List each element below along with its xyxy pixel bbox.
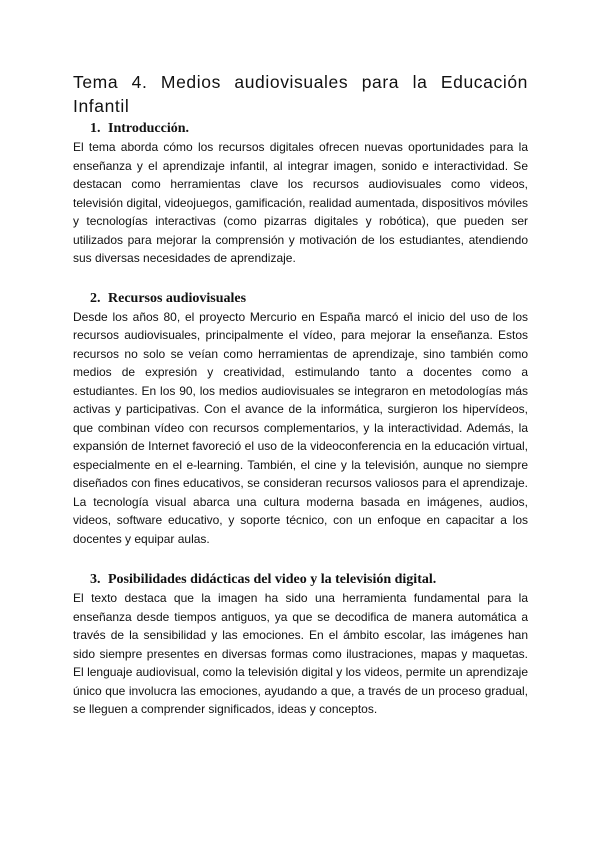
section-number: 1. <box>90 121 101 136</box>
section-number: 2. <box>90 290 101 306</box>
document-body <box>73 70 528 719</box>
section-heading-text: Posibilidades didácticas del video y la televisión digital. <box>108 572 437 587</box>
section-heading-text: Introducción. <box>108 121 190 136</box>
section-paragraph-recursos: Desde los años 80, el proyecto Mercurio en España marcó el inicio del uso de los recursos audiovisuales, principalmente el vídeo, para mejorar la enseñanza. Estos recursos no solo se veían como herramientas de aprendizaje, sino también como medios de expresión y creatividad, estimulando tanto a docentes como a estudiantes. En los 90, los medios audiovisuales se integraron en metodologías más activas y participativas. Con el avance de la informática, surgieron los hipervídeos, que combinan vídeo con recursos complementarios, y la interactividad. Además, la expansión de Internet favoreció el uso de la videoconferencia en la educación virtual, especialmente en el e-learning. También, el cine y la televisión, aunque no siempre diseñados con fines educativos, se consideran recursos valiosos para el aprendizaje. La tecnología visual abarca una cultura moderna basada en imágenes, audios, videos, software educativo, y soporte técnico, con un enfoque en capacitar a los docentes y equipar aulas. <box>73 309 528 546</box>
document-title: Tema 4. Medios audiovisuales para la Educación Infantil <box>73 72 528 116</box>
section-paragraph-posibilidades: El texto destaca que la imagen ha sido una herramienta fundamental para la enseñanza desde tiempos antiguos, ya que se decodifica de manera automática a través de la sensibilidad y las emociones. En el ámbito escolar, las imágenes han sido siempre presentes en diversas formas como ilustraciones, mapas y maquetas. El lenguaje audiovisual, como la televisión digital y los videos, permite un aprendizaje único que involucra las emociones, ayudando a que, a través de un proceso gradual, se lleguen a comprender significados, ideas y conceptos. <box>73 591 528 716</box>
section-heading-posibilidades <box>73 571 528 589</box>
section-heading-text: Recursos audiovisuales <box>108 290 247 306</box>
section-heading-recursos <box>73 290 528 308</box>
section-heading-introduccion <box>73 120 528 138</box>
section-number: 3. <box>90 572 101 587</box>
section-paragraph-introduccion: El tema aborda cómo los recursos digitales ofrecen nuevas oportunidades para la enseñanza y el aprendizaje infantil, al integrar imagen, sonido e interactividad. Se destacan como herramientas clave los recursos audiovisuales como videos, televisión digital, videojuegos, gamificación, realidad aumentada, dispositivos móviles y tecnologías interactivas (como pizarras digitales y robótica), que pueden ser utilizados para mejorar la comprensión y motivación de los estudiantes, atendiendo sus diversas necesidades de aprendizaje. <box>73 140 528 265</box>
